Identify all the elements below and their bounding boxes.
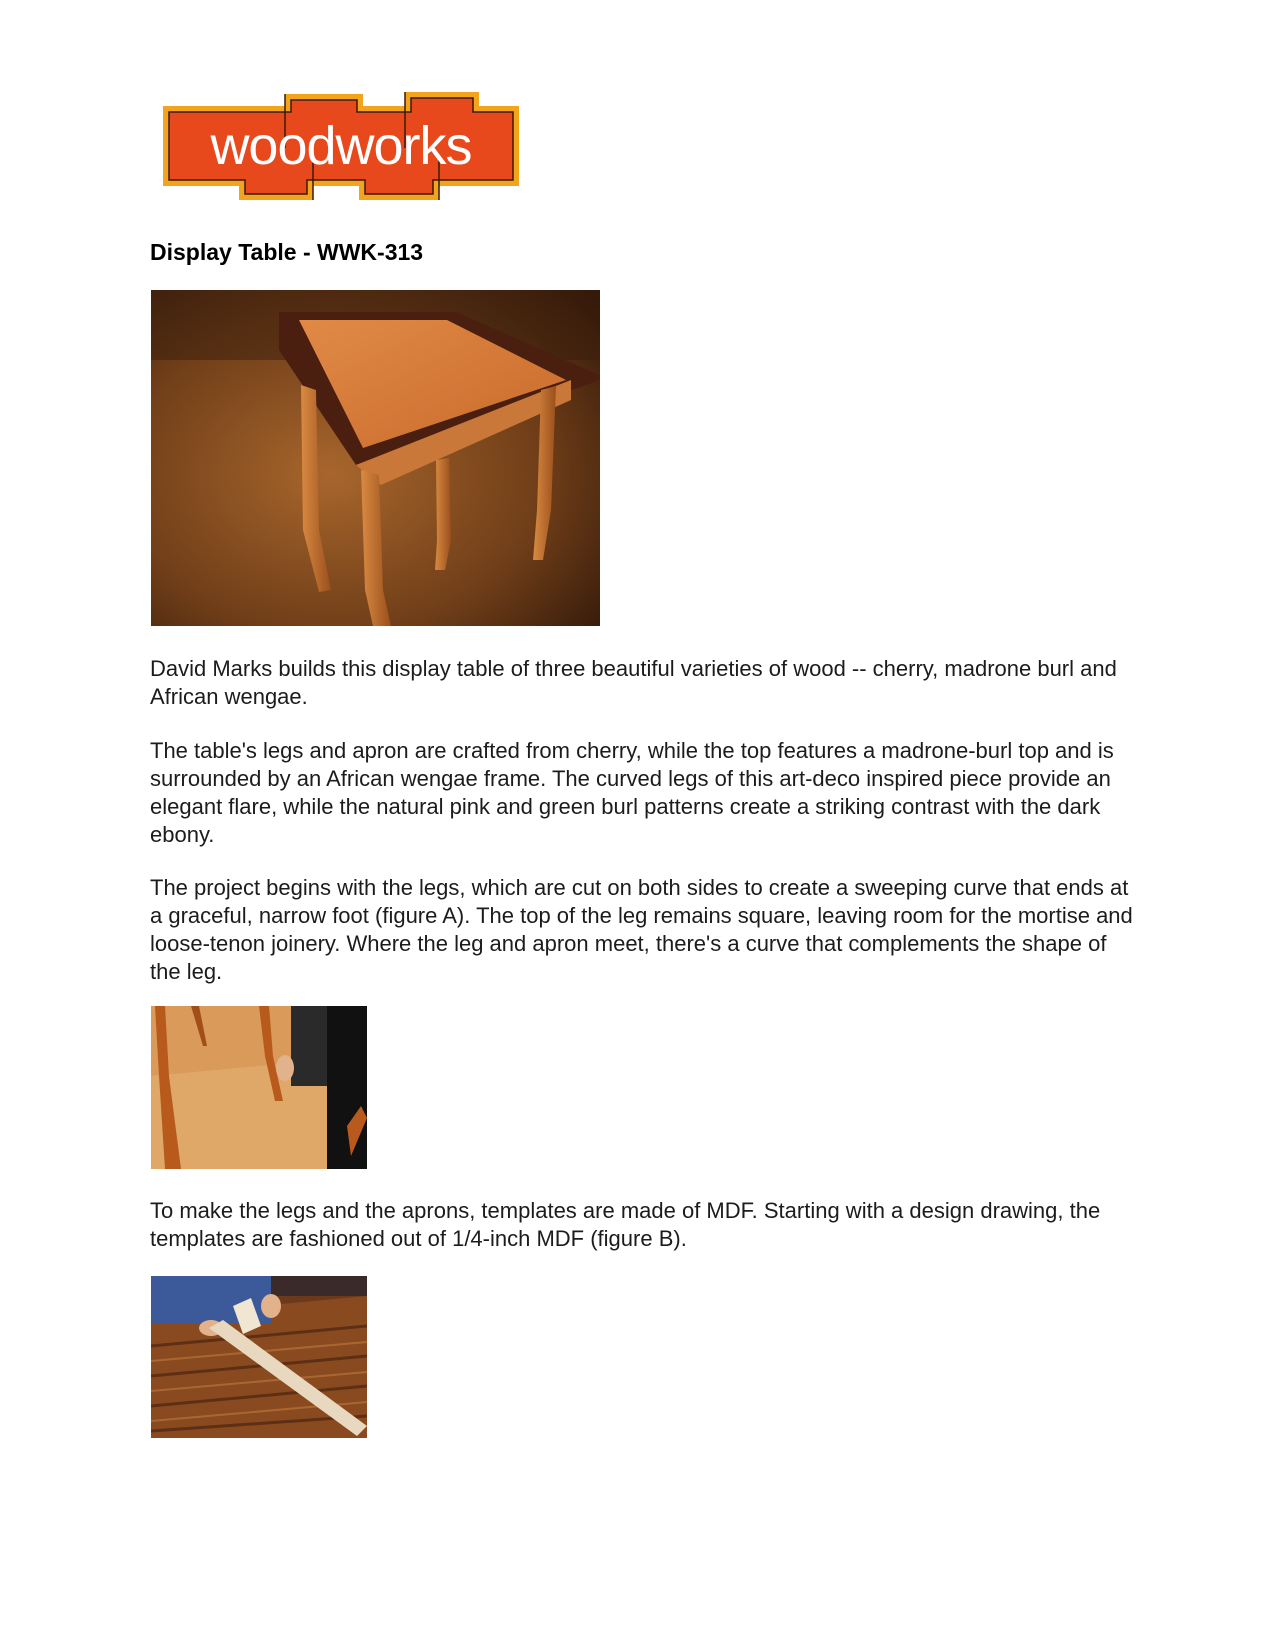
materials-paragraph: The table's legs and apron are crafted from cherry, while the top features a madrone-burl top and is surrounded by an African wengae frame. The curved legs of this art-deco inspired piece provide an elegant flare, while the natural pink and green burl patterns create a striking contrast with the dark ebony. (150, 738, 1114, 847)
woodworks-logo (163, 88, 531, 206)
templates-paragraph: To make the legs and the aprons, templates are made of MDF. Starting with a design drawing, the templates are fashioned out of 1/4-inch MDF (figure B). (150, 1198, 1101, 1251)
figure-b-photo (151, 1276, 367, 1438)
display-table-photo (151, 290, 600, 626)
page-title: Display Table - WWK-313 (150, 239, 424, 265)
figure-a-photo (151, 1006, 367, 1169)
svg-text:woodworks: woodworks (210, 116, 472, 176)
intro-paragraph: David Marks builds this display table of three beautiful varieties of wood -- cherry, madrone burl and African wengae. (150, 656, 1117, 709)
legs-paragraph: The project begins with the legs, which are cut on both sides to create a sweeping curve that ends at a graceful, narrow foot (figure A). The top of the leg remains square, leaving room for the mortise and loose-tenon joinery. Where the leg and apron meet, there's a curve that complements the shape of the leg. (150, 875, 1133, 984)
